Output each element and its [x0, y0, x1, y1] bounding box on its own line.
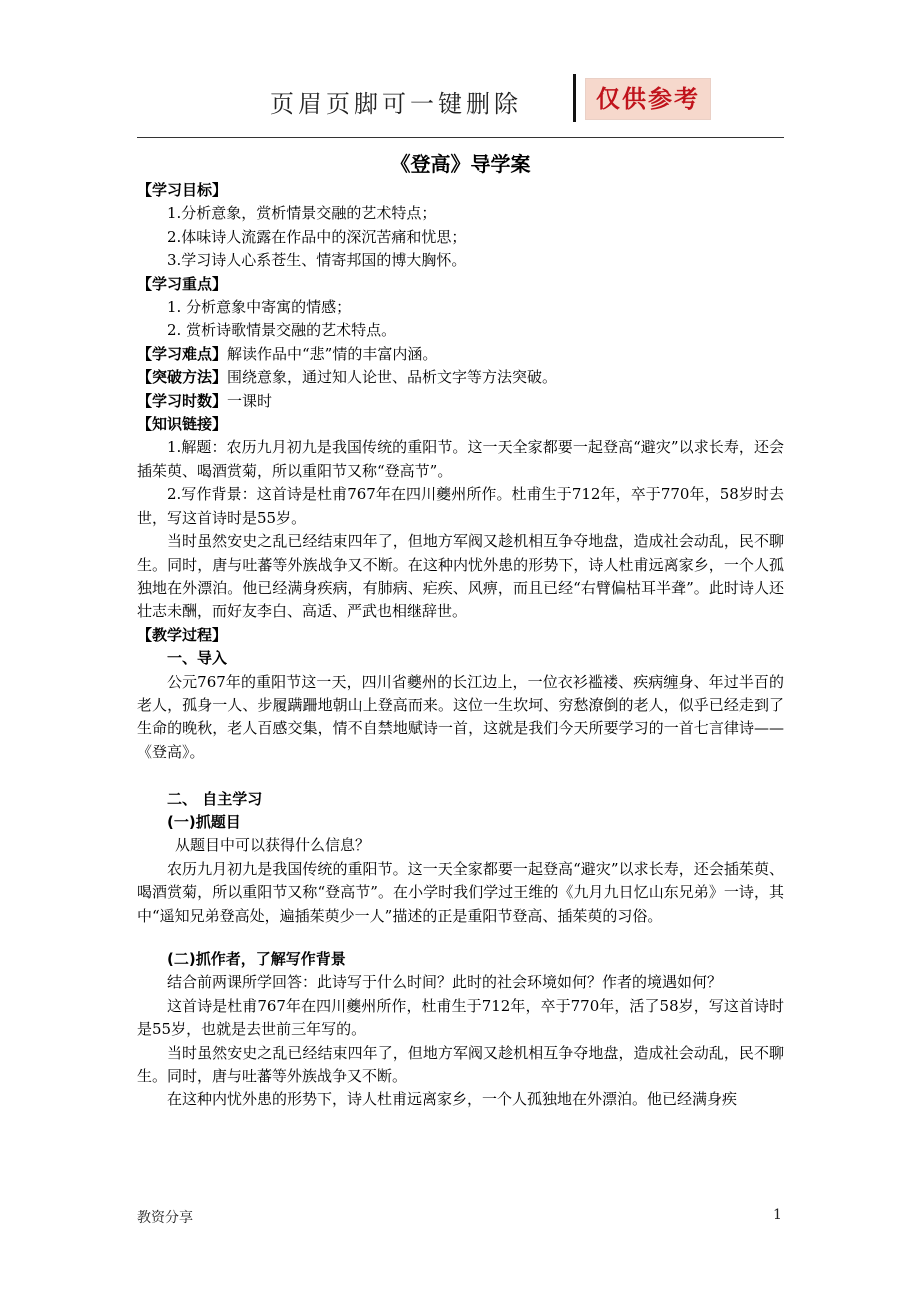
part1-paragraph: 公元767年的重阳节这一天，四川省夔州的长江边上，一位衣衫褴褛、疾病缠身、年过半百的老人，孤身一人、步履蹒跚地朝山上登高而来。这位一生坎坷、穷愁潦倒的老人，似乎已经走到了生命的晚秋，老人百感交集，情不自禁地赋诗一首，这就是我们今天所要学习的一首七言律诗——《登高》。 — [137, 672, 784, 761]
document-body — [137, 145, 784, 1112]
knowledge-heading: 【知识链接】 — [137, 415, 228, 434]
method-text: 围绕意象，通过知人论世、品析文字等方法突破。 — [227, 368, 558, 387]
sub2-paragraph: 在这种内忧外患的形势下，诗人杜甫远离家乡，一个人孤独地在外漂泊。他已经满身疾 — [167, 1090, 738, 1109]
sub1-heading: (一)抓题目 — [167, 812, 241, 831]
header-text: 页眉页脚可一键删除 — [270, 90, 522, 118]
keypoint-item: 1. 分析意象中寄寓的情感； — [167, 298, 352, 317]
document-title: 《登高》导学案 — [390, 152, 531, 176]
page-header — [137, 70, 784, 138]
header-rule — [137, 137, 784, 138]
footer-text: 教资分享 — [137, 1210, 193, 1226]
objective-item: 3.学习诗人心系苍生、情寄邦国的博大胸怀。 — [167, 251, 467, 270]
sub2-paragraph: 这首诗是杜甫767年在四川夔州所作，杜甫生于712年，卒于770年，活了58岁，写这首诗时是55岁，也就是去世前三年写的。 — [137, 996, 784, 1039]
part2-heading: 二、 自主学习 — [167, 789, 263, 808]
reference-only-stamp: 仅供参考 — [585, 78, 711, 120]
spacer — [137, 764, 784, 787]
objectives-heading: 【学习目标】 — [137, 181, 228, 199]
sub2-question: 结合前两课所学回答：此诗写于什么时间？此时的社会环境如何？作者的境遇如何？ — [167, 973, 723, 992]
knowledge-paragraph: 2.写作背景：这首诗是杜甫767年在四川夔州所作。杜甫生于712年，卒于770年，58岁时去世，写这首诗时是55岁。 — [137, 485, 784, 527]
keypoints-heading: 【学习重点】 — [137, 274, 228, 293]
objective-item: 2.体味诗人流露在作品中的深沉苦痛和忧思； — [167, 227, 467, 246]
sub2-heading: (二)抓作者，了解写作背景 — [167, 949, 346, 968]
objective-item: 1.分析意象，赏析情景交融的艺术特点； — [167, 204, 437, 223]
knowledge-paragraph: 1.解题：农历九月初九是我国传统的重阳节。这一天全家都要一起登高“避灾”以求长寿，还会插茱萸、喝酒赏菊，所以重阳节又称“登高节”。 — [137, 438, 784, 480]
page-number: 1 — [773, 1207, 782, 1223]
sub2-paragraph: 当时虽然安史之乱已经结束四年了，但地方军阀又趁机相互争夺地盘，造成社会动乱，民不聊生。同时，唐与吐蕃等外族战争又不断。 — [137, 1043, 784, 1086]
difficulty-row — [137, 343, 784, 366]
process-heading: 【教学过程】 — [137, 625, 228, 644]
method-row — [137, 366, 784, 389]
difficulty-heading: 【学习难点】 — [137, 344, 228, 363]
sub1-paragraph: 农历九月初九是我国传统的重阳节。这一天全家都要一起登高“避灾”以求长寿，还会插茱萸、喝酒赏菊，所以重阳节又称“登高节”。在小学时我们学过王维的《九月九日忆山东兄弟》一诗，其中“遥知兄弟登高处，遍插茱萸少一人”描述的正是重阳节登高、插茱萸的习俗。 — [137, 859, 784, 925]
hours-row — [137, 390, 784, 413]
header-divider — [573, 74, 576, 122]
spacer — [137, 928, 784, 948]
hours-heading: 【学习时数】 — [137, 391, 228, 410]
difficulty-text: 解读作品中“悲”情的丰富内涵。 — [227, 344, 438, 363]
keypoint-item: 2. 赏析诗歌情景交融的艺术特点。 — [167, 321, 397, 340]
hours-text: 一课时 — [227, 391, 273, 410]
sub1-question: 从题目中可以获得什么信息？ — [175, 836, 371, 855]
method-heading: 【突破方法】 — [137, 368, 228, 387]
part1-heading: 一、导入 — [167, 649, 228, 668]
knowledge-paragraph: 当时虽然安史之乱已经结束四年了，但地方军阀又趁机相互争夺地盘，造成社会动乱，民不聊生。同时，唐与吐蕃等外族战争又不断。在这种内忧外患的形势下，诗人杜甫远离家乡，一个人孤独地在外漂泊。他已经满身疾病，有肺病、疟疾、风痹，而且已经“右臂偏枯耳半聋”。此时诗人还壮志未酬，而好友李白、高适、严武也相继辞世。 — [137, 532, 784, 621]
